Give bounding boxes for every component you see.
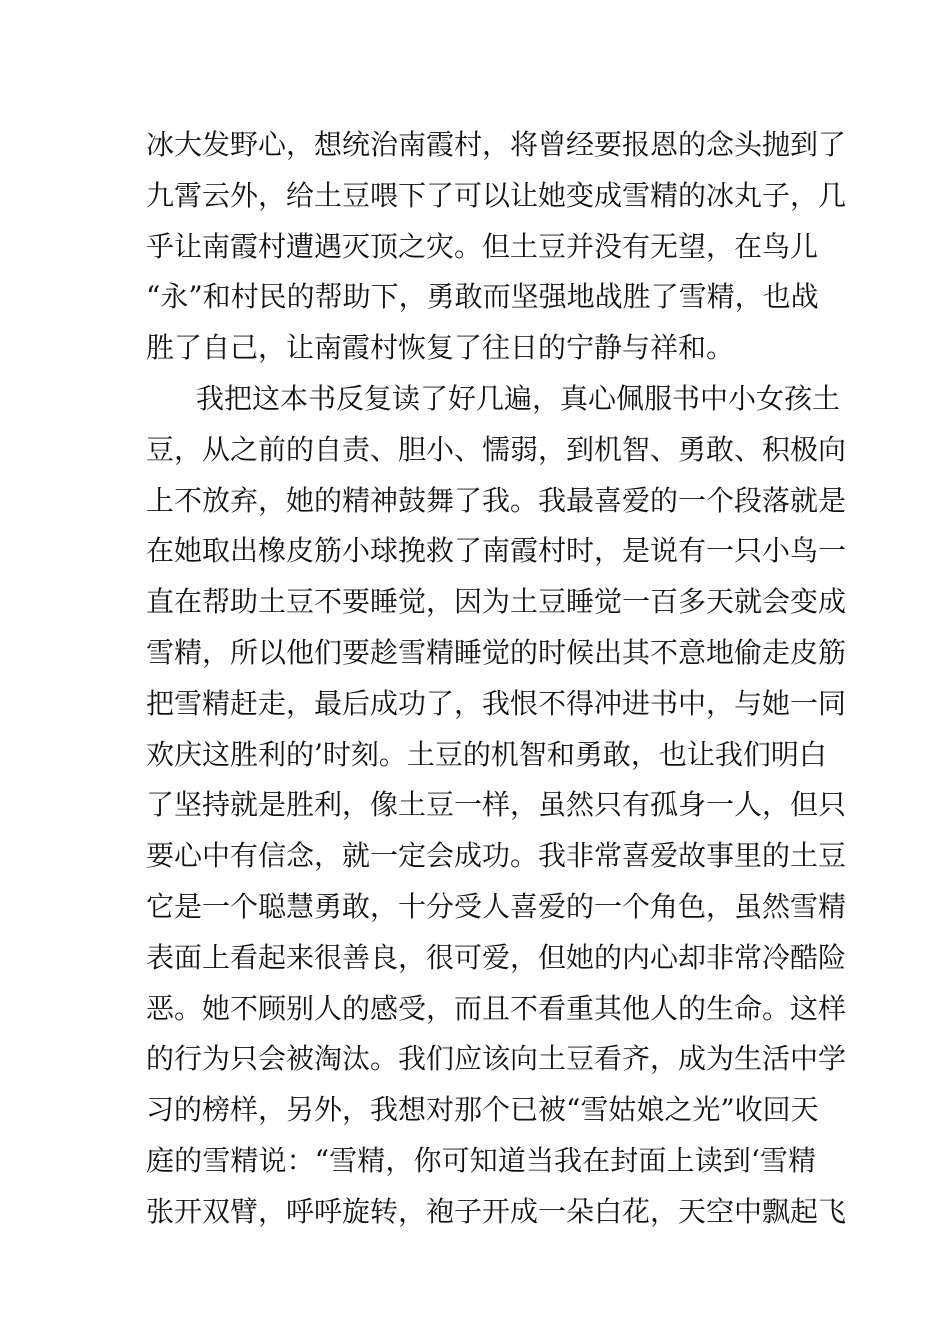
- text-line: “永”和村民的帮助下，勇敢而坚强地战胜了雪精，也战: [146, 280, 819, 314]
- text-line: 冰大发野心，想统治南霞村，将曾经要报恩的念头抛到了: [146, 128, 847, 161]
- text-line: 在她取出橡皮筋小球挽救了南霞村时，是说有一只小鸟一: [146, 534, 847, 568]
- text-line: 庭的雪精说：“雪精，你可知道当我在封面上读到‘雪精: [146, 1143, 816, 1177]
- text-line: 我把这本书反复读了好几遍，真心佩服书中小女孩土: [196, 381, 841, 415]
- paragraph-1: [146, 120, 847, 374]
- text-line: 习的榜样，另外，我想对那个已被“雪姑娘之光”收回天: [146, 1093, 819, 1127]
- text-line: 要心中有信念，就一定会成功。我非常喜爱故事里的土豆: [146, 839, 847, 873]
- body-text: [146, 120, 847, 1238]
- text-line: 欢庆这胜利的’时刻。土豆的机智和勇敢，也让我们明白: [146, 737, 827, 771]
- text-line: 直在帮助土豆不要睡觉，因为土豆睡觉一百多天就会变成: [146, 585, 847, 619]
- text-line: 恶。她不顾别人的感受，而且不看重其他人的生命。这样: [146, 991, 847, 1025]
- text-line: 它是一个聪慧勇敢，十分受人喜爱的一个角色，虽然雪精: [146, 889, 847, 923]
- text-line: 表面上看起来很善良，很可爱，但她的内心却非常冷酷险: [146, 940, 847, 974]
- text-line: 上不放弃，她的精神鼓舞了我。我最喜爱的一个段落就是: [146, 483, 847, 517]
- text-line: 了坚持就是胜利，像土豆一样，虽然只有孤身一人，但只: [146, 788, 847, 822]
- paragraph-2: [146, 374, 847, 1238]
- text-line: 九霄云外，给土豆喂下了可以让她变成雪精的冰丸子，几: [146, 178, 847, 212]
- text-line: 胜了自己，让南霞村恢复了往日的宁静与祥和。: [146, 331, 735, 365]
- text-line: 豆，从之前的自责、胆小、懦弱，到机智、勇敢、积极向: [146, 432, 847, 466]
- text-line: 把雪精赶走，最后成功了，我恨不得冲进书中，与她一同: [146, 686, 847, 720]
- text-line: 的行为只会被淘汰。我们应该向土豆看齐，成为生活中学: [146, 1042, 847, 1076]
- text-line: 乎让南霞村遭遇灭顶之灾。但土豆并没有无望，在鸟儿: [146, 229, 819, 263]
- text-line: 雪精，所以他们要趁雪精睡觉的时候出其不意地偷走皮筋: [146, 635, 847, 669]
- text-line: 张开双臂，呼呼旋转，袍子开成一朵白花，天空中飘起飞: [146, 1194, 847, 1228]
